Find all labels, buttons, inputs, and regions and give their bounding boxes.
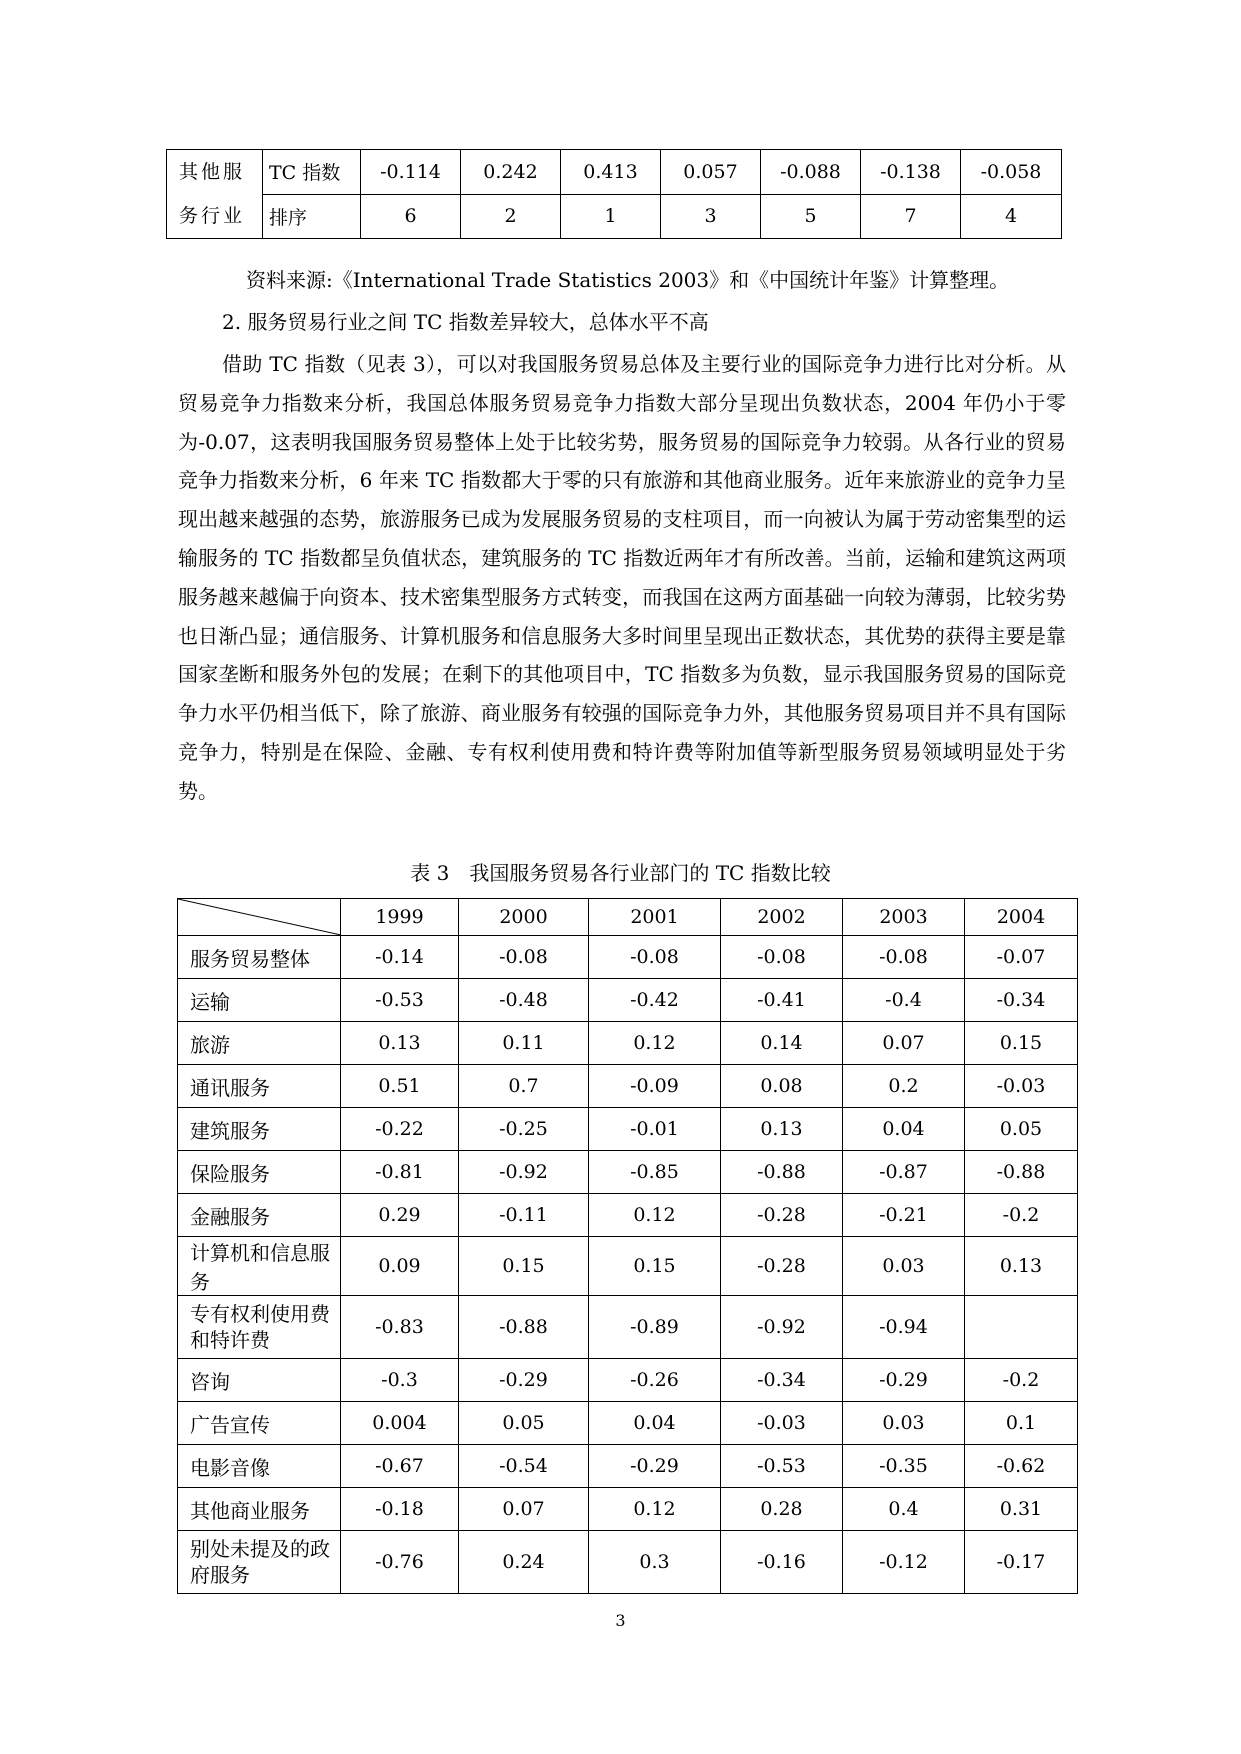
table-caption: 表 3 我国服务贸易各行业部门的 TC 指数比较 bbox=[410, 861, 831, 885]
table-cell: -0.09 bbox=[589, 1065, 721, 1108]
table-cell: -0.81 bbox=[341, 1151, 459, 1194]
page-number: 3 bbox=[615, 1611, 626, 1630]
table-row bbox=[178, 1359, 1078, 1402]
table-cell: -0.07 bbox=[965, 936, 1078, 979]
table-cell: -0.28 bbox=[721, 1194, 843, 1237]
table-row bbox=[178, 1065, 1078, 1108]
table-row bbox=[178, 1022, 1078, 1065]
table-cell: -0.26 bbox=[589, 1359, 721, 1402]
table-row bbox=[178, 979, 1078, 1022]
table-cell: -0.17 bbox=[965, 1531, 1078, 1594]
table-cell: 0.51 bbox=[341, 1065, 459, 1108]
table-row bbox=[178, 1531, 1078, 1594]
table-cell: 0.13 bbox=[341, 1022, 459, 1065]
table-cell: -0.42 bbox=[589, 979, 721, 1022]
table-cell: 0.04 bbox=[589, 1402, 721, 1445]
table-cell: -0.22 bbox=[341, 1108, 459, 1151]
table-cell: -0.34 bbox=[965, 979, 1078, 1022]
table-cell: -0.89 bbox=[589, 1296, 721, 1359]
table-cell: 4 bbox=[961, 194, 1062, 239]
row-label-cell: 广告宣传 bbox=[178, 1402, 341, 1445]
table-cell: -0.29 bbox=[459, 1359, 589, 1402]
row-label-cell: 电影音像 bbox=[178, 1445, 341, 1488]
table-cell: -0.14 bbox=[341, 936, 459, 979]
table-cell: -0.41 bbox=[721, 979, 843, 1022]
table-cell: 0.413 bbox=[561, 150, 661, 195]
table-cell: -0.21 bbox=[843, 1194, 965, 1237]
year-header: 2001 bbox=[589, 899, 721, 936]
row-label-cell: 咨询 bbox=[178, 1359, 341, 1402]
row-header-cell: 其他服务行业 bbox=[167, 150, 263, 239]
table-cell: 0.15 bbox=[459, 1237, 589, 1296]
table-cell: 0.05 bbox=[459, 1402, 589, 1445]
table-cell: 0.04 bbox=[843, 1108, 965, 1151]
row-label-cell: 计算机和信息服务 bbox=[178, 1237, 341, 1296]
row-label-cell: 服务贸易整体 bbox=[178, 936, 341, 979]
table-cell: 0.242 bbox=[461, 150, 561, 195]
table-cell: -0.138 bbox=[861, 150, 961, 195]
row-label-cell: 通讯服务 bbox=[178, 1065, 341, 1108]
table-cell: 0.07 bbox=[459, 1488, 589, 1531]
table-cell: 0.11 bbox=[459, 1022, 589, 1065]
year-header: 2002 bbox=[721, 899, 843, 936]
table-cell: -0.88 bbox=[965, 1151, 1078, 1194]
table-row bbox=[178, 1108, 1078, 1151]
table-row bbox=[178, 1402, 1078, 1445]
table-row bbox=[167, 194, 1062, 239]
table-cell: 0.09 bbox=[341, 1237, 459, 1296]
row-label-cell: 专有权利使用费和特许费 bbox=[178, 1296, 341, 1359]
table-cell: 0.15 bbox=[589, 1237, 721, 1296]
year-header: 2003 bbox=[843, 899, 965, 936]
table-row bbox=[178, 936, 1078, 979]
table-cell: -0.08 bbox=[843, 936, 965, 979]
section-heading: 2. 服务贸易行业之间 TC 指数差异较大，总体水平不高 bbox=[222, 310, 709, 334]
table-cell: -0.058 bbox=[961, 150, 1062, 195]
table-cell: -0.76 bbox=[341, 1531, 459, 1594]
table-cell: 0.3 bbox=[589, 1531, 721, 1594]
year-header: 2000 bbox=[459, 899, 589, 936]
row-label-cell: 运输 bbox=[178, 979, 341, 1022]
row-label-cell: 保险服务 bbox=[178, 1151, 341, 1194]
table-cell: 0.14 bbox=[721, 1022, 843, 1065]
table-header-row bbox=[178, 899, 1078, 936]
row-label-cell: 旅游 bbox=[178, 1022, 341, 1065]
table-cell: -0.08 bbox=[721, 936, 843, 979]
table-cell: 0.05 bbox=[965, 1108, 1078, 1151]
table-cell: 0.31 bbox=[965, 1488, 1078, 1531]
table-cell: 0.03 bbox=[843, 1402, 965, 1445]
table-cell: -0.87 bbox=[843, 1151, 965, 1194]
table-cell: 5 bbox=[761, 194, 861, 239]
table-cell: -0.2 bbox=[965, 1194, 1078, 1237]
table-cell: -0.88 bbox=[459, 1296, 589, 1359]
table-cell: -0.25 bbox=[459, 1108, 589, 1151]
row-label-cell: 金融服务 bbox=[178, 1194, 341, 1237]
row-label-cell: TC 指数 bbox=[263, 150, 361, 195]
table-cell: -0.83 bbox=[341, 1296, 459, 1359]
table-cell: -0.08 bbox=[589, 936, 721, 979]
table-cell: 3 bbox=[661, 194, 761, 239]
table-cell: -0.29 bbox=[589, 1445, 721, 1488]
table-cell: -0.62 bbox=[965, 1445, 1078, 1488]
table-row bbox=[178, 1445, 1078, 1488]
table-cell: -0.01 bbox=[589, 1108, 721, 1151]
diagonal-line bbox=[178, 899, 341, 935]
table-cell: 0.28 bbox=[721, 1488, 843, 1531]
table-cell: -0.88 bbox=[721, 1151, 843, 1194]
table-cell: 0.13 bbox=[721, 1108, 843, 1151]
table-cell bbox=[965, 1296, 1078, 1359]
table-row bbox=[178, 1237, 1078, 1296]
table-cell: 0.2 bbox=[843, 1065, 965, 1108]
table-cell: -0.114 bbox=[361, 150, 461, 195]
table-row bbox=[178, 1296, 1078, 1359]
year-header: 2004 bbox=[965, 899, 1078, 936]
table-cell: 0.004 bbox=[341, 1402, 459, 1445]
table-cell: -0.34 bbox=[721, 1359, 843, 1402]
table-cell: 7 bbox=[861, 194, 961, 239]
table-cell: -0.85 bbox=[589, 1151, 721, 1194]
table-cell: -0.4 bbox=[843, 979, 965, 1022]
table-cell: -0.53 bbox=[341, 979, 459, 1022]
table-cell: 0.29 bbox=[341, 1194, 459, 1237]
table-cell: 6 bbox=[361, 194, 461, 239]
table-cell: -0.18 bbox=[341, 1488, 459, 1531]
table-cell: 0.1 bbox=[965, 1402, 1078, 1445]
table-cell: 0.12 bbox=[589, 1194, 721, 1237]
year-header: 1999 bbox=[341, 899, 459, 936]
table-row bbox=[178, 1194, 1078, 1237]
table-cell: -0.11 bbox=[459, 1194, 589, 1237]
table-cell: 0.15 bbox=[965, 1022, 1078, 1065]
table-cell: 2 bbox=[461, 194, 561, 239]
table-cell: -0.67 bbox=[341, 1445, 459, 1488]
table-cell: 0.4 bbox=[843, 1488, 965, 1531]
table-cell: -0.28 bbox=[721, 1237, 843, 1296]
table-cell: -0.03 bbox=[721, 1402, 843, 1445]
table-cell: 0.24 bbox=[459, 1531, 589, 1594]
body-paragraph: 借助 TC 指数（见表 3），可以对我国服务贸易总体及主要行业的国际竞争力进行比对分析。从贸易竞争力指数来分析，我国总体服务贸易竞争力指数大部分呈现出负数状态，2004 年仍小于零为-0.07，这表明我国服务贸易整体上处于比较劣势，服务贸易的国际竞争力较弱。从各行业的贸易竞争力指数来分析，6 年来 TC 指数都大于零的只有旅游和其他商业服务。近年来旅游业的竞争力呈现出越来越强的态势，旅游服务已成为发展服务贸易的支柱项目，而一向被认为属于劳动密集型的运输服务的 TC 指数都呈负值状态，建筑服务的 TC 指数近两年才有所改善。当前，运输和建筑这两项服务越来越偏于向资本、技术密集型服务方式转变，而我国在这两方面基础一向较为薄弱，比较劣势也日渐凸显；通信服务、计算机服务和信息服务大多时间里呈现出正数状态，其优势的获得主要是靠国家垄断和服务外包的发展；在剩下的其他项目中，TC 指数多为负数，显示我国服务贸易的国际竞争力水平仍相当低下，除了旅游、商业服务有较强的国际竞争力外，其他服务贸易项目并不具有国际竞争力，特别是在保险、金融、专有权利使用费和特许费等附加值等新型服务贸易领域明显处于劣势。 bbox=[178, 352, 1066, 803]
table-cell: -0.92 bbox=[721, 1296, 843, 1359]
table-cell: -0.08 bbox=[459, 936, 589, 979]
row-label-cell: 别处未提及的政府服务 bbox=[178, 1531, 341, 1594]
table-cell: -0.35 bbox=[843, 1445, 965, 1488]
row-label-cell: 建筑服务 bbox=[178, 1108, 341, 1151]
table-cell: -0.088 bbox=[761, 150, 861, 195]
continued-table bbox=[166, 149, 1062, 239]
row-label-cell: 排序 bbox=[263, 194, 361, 239]
table-row bbox=[167, 150, 1062, 195]
table-cell: 0.07 bbox=[843, 1022, 965, 1065]
table-cell: 0.12 bbox=[589, 1488, 721, 1531]
table-cell: 1 bbox=[561, 194, 661, 239]
table-row bbox=[178, 1151, 1078, 1194]
table-cell: 0.12 bbox=[589, 1022, 721, 1065]
table-cell: -0.92 bbox=[459, 1151, 589, 1194]
table-cell: -0.48 bbox=[459, 979, 589, 1022]
table-cell: -0.94 bbox=[843, 1296, 965, 1359]
table-cell: 0.057 bbox=[661, 150, 761, 195]
table-cell: -0.16 bbox=[721, 1531, 843, 1594]
row-label-cell: 其他商业服务 bbox=[178, 1488, 341, 1531]
table-cell: -0.3 bbox=[341, 1359, 459, 1402]
table-cell: 0.03 bbox=[843, 1237, 965, 1296]
diagonal-header-cell bbox=[178, 899, 341, 936]
table-row bbox=[178, 1488, 1078, 1531]
table-cell: -0.54 bbox=[459, 1445, 589, 1488]
table-cell: -0.12 bbox=[843, 1531, 965, 1594]
source-note: 资料来源:《International Trade Statistics 2003》和《中国统计年鉴》计算整理。 bbox=[246, 268, 1010, 292]
table-cell: -0.29 bbox=[843, 1359, 965, 1402]
table-cell: 0.08 bbox=[721, 1065, 843, 1108]
table-cell: -0.53 bbox=[721, 1445, 843, 1488]
tc-index-table bbox=[177, 898, 1078, 1594]
table-cell: -0.03 bbox=[965, 1065, 1078, 1108]
table-cell: 0.7 bbox=[459, 1065, 589, 1108]
table-cell: -0.2 bbox=[965, 1359, 1078, 1402]
table-cell: 0.13 bbox=[965, 1237, 1078, 1296]
